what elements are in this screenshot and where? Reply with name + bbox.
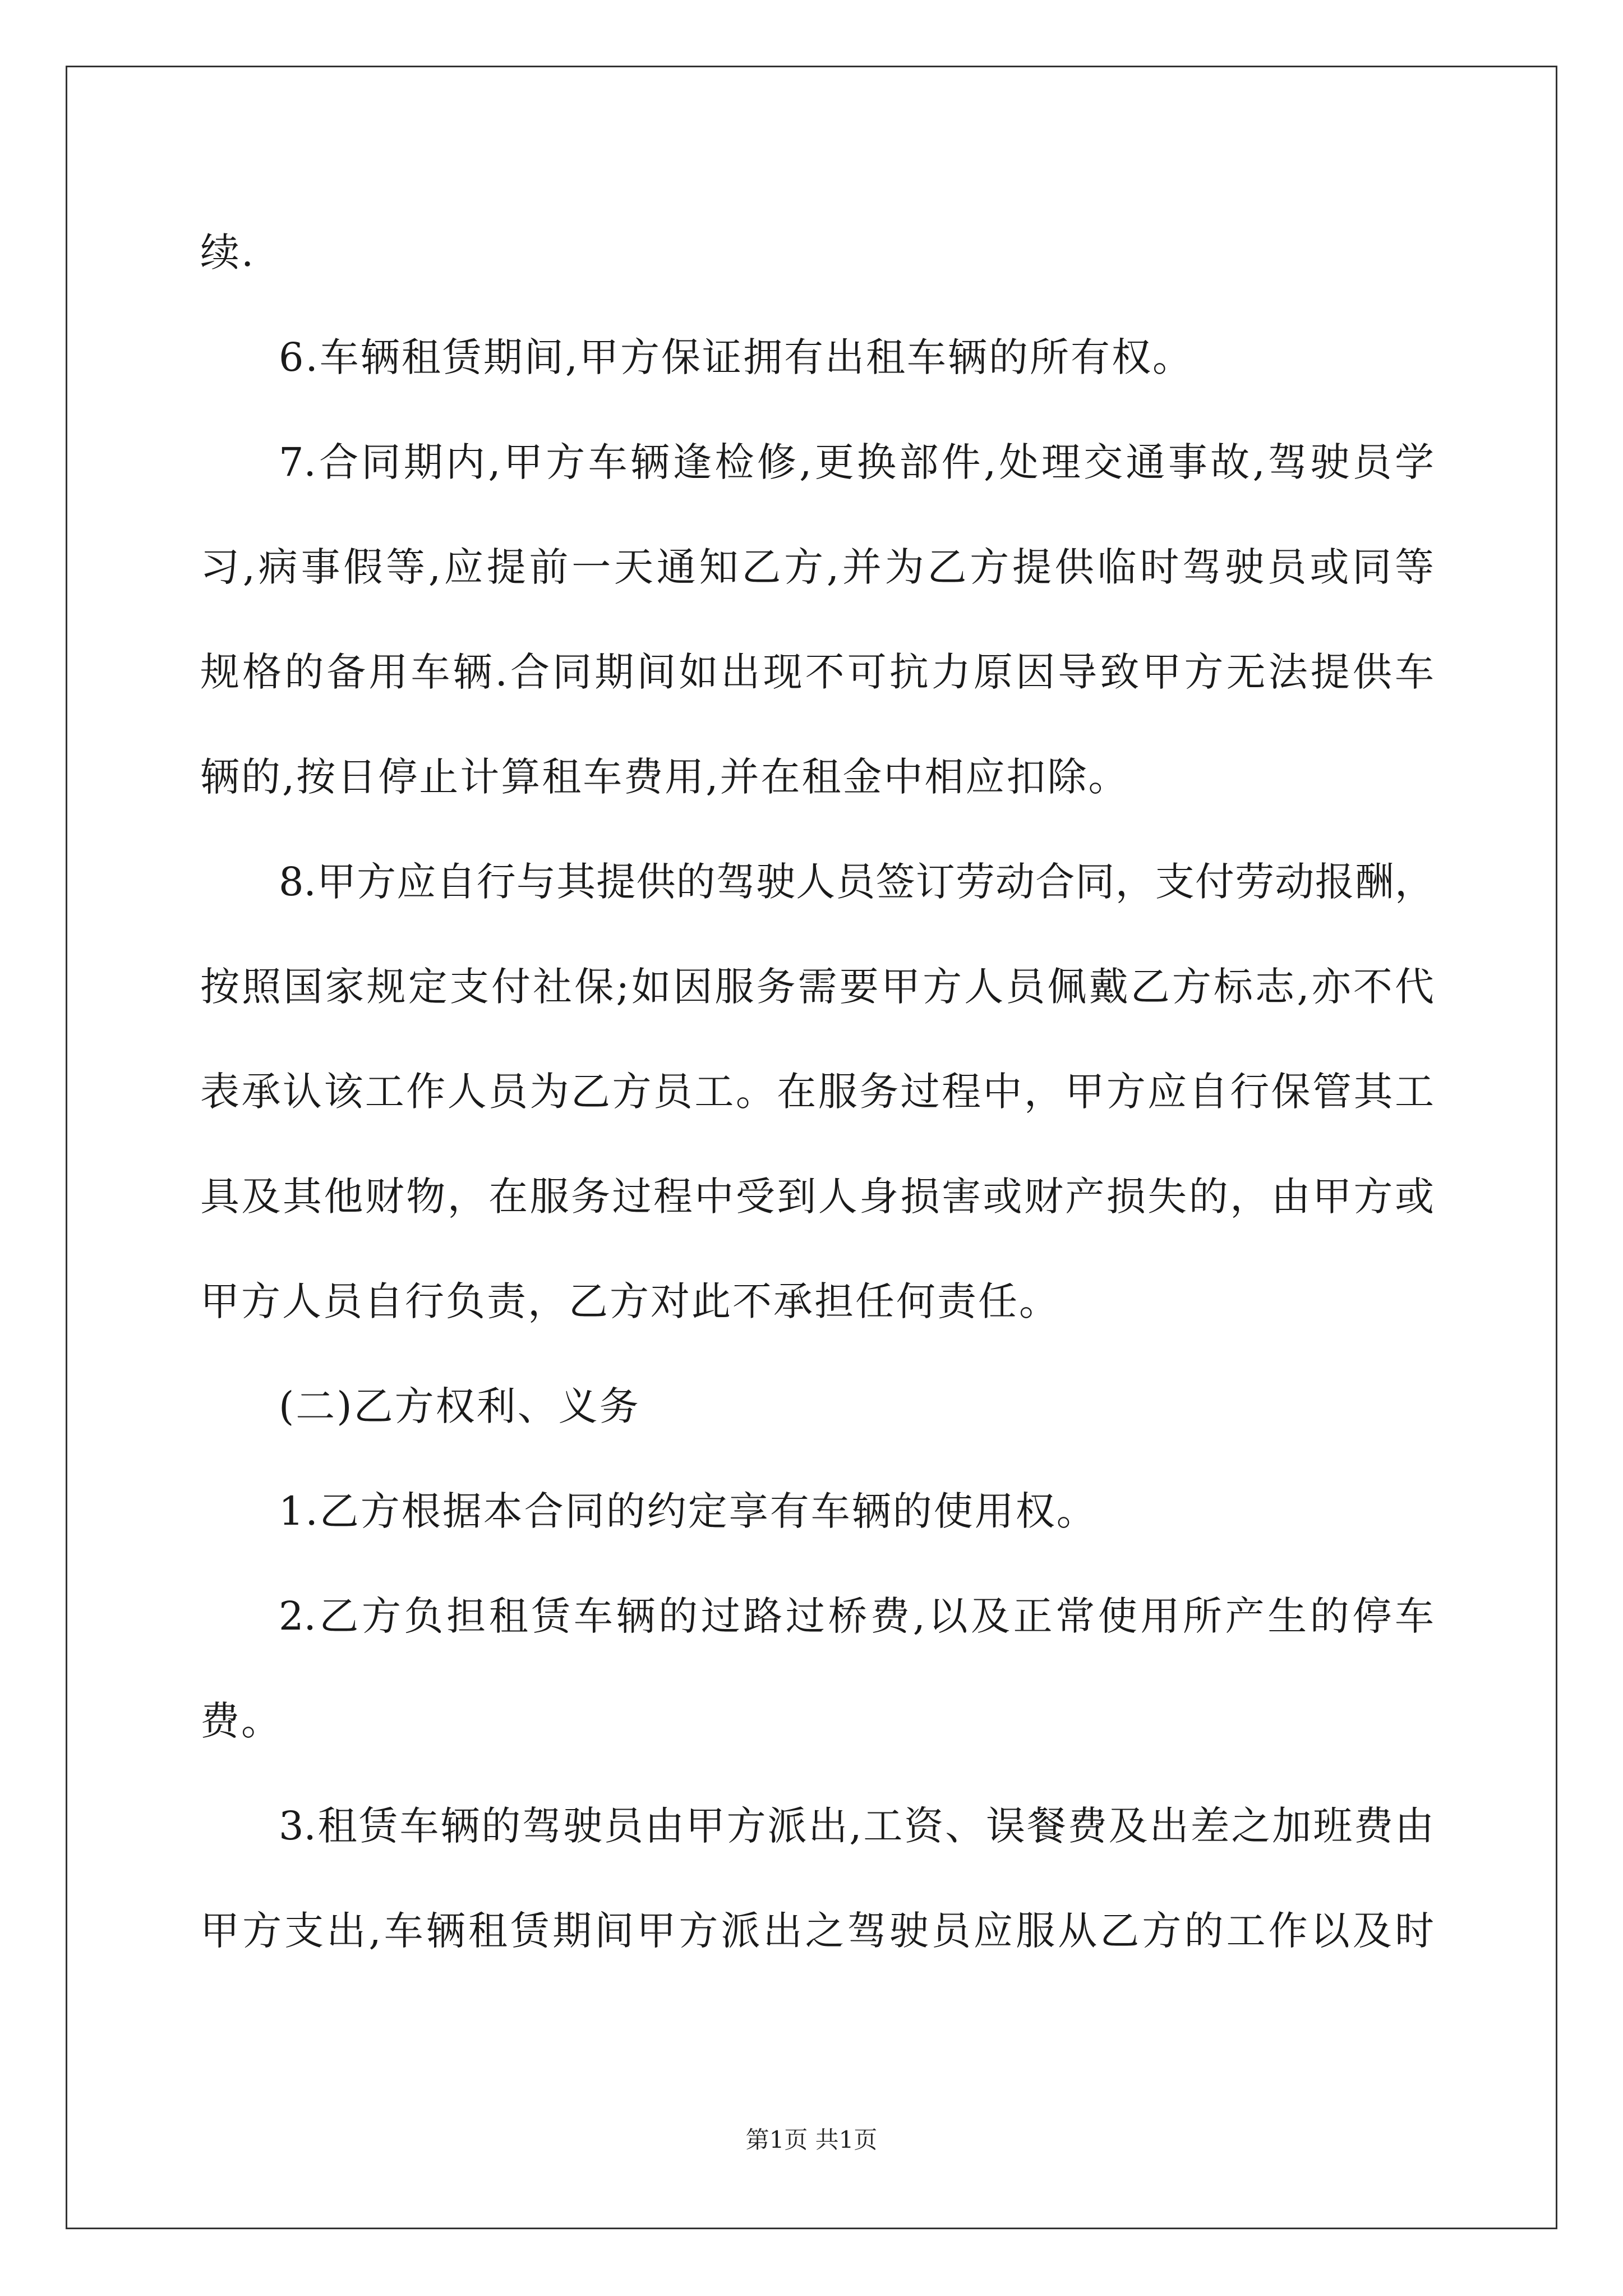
text-line: 6.车辆租赁期间,甲方保证拥有出租车辆的所有权。 (279, 334, 1194, 380)
text-line: 费。 (200, 1698, 282, 1744)
text-line: 具及其他财物，在服务过程中受到人身损害或财产损失的，由甲方或 (200, 1174, 1434, 1220)
text-line: 8.甲方应自行与其提供的驾驶人员签订劳动合同，支付劳动报酬， (279, 859, 1434, 905)
section-heading: (二)乙方权利、义务 (279, 1383, 640, 1429)
text-line: 规格的备用车辆.合同期间如出现不可抗力原因导致甲方无法提供车 (200, 649, 1434, 695)
text-line: 7.合同期内,甲方车辆逢检修,更换部件,处理交通事故,驾驶员学 (279, 439, 1434, 485)
page-number-footer: 第1页 共1页 (745, 2126, 878, 2154)
text-line: 辆的,按日停止计算租车费用,并在租金中相应扣除。 (200, 754, 1129, 800)
text-line: 甲方支出,车辆租赁期间甲方派出之驾驶员应服从乙方的工作以及时 (200, 1908, 1434, 1954)
text-line: 2.乙方负担租赁车辆的过路过桥费,以及正常使用所产生的停车 (279, 1593, 1434, 1639)
text-line: 甲方人员自行负责，乙方对此不承担任何责任。 (200, 1278, 1060, 1324)
text-line: 续. (200, 229, 256, 275)
text-line: 表承认该工作人员为乙方员工。在服务过程中，甲方应自行保管其工 (200, 1069, 1434, 1115)
text-line: 1.乙方根据本合同的约定享有车辆的使用权。 (279, 1488, 1098, 1534)
text-line: 3.租赁车辆的驾驶员由甲方派出,工资、误餐费及出差之加班费由 (279, 1803, 1434, 1849)
text-line: 习,病事假等,应提前一天通知乙方,并为乙方提供临时驾驶员或同等 (200, 544, 1434, 590)
text-line: 按照国家规定支付社保;如因服务需要甲方人员佩戴乙方标志,亦不代 (200, 964, 1434, 1010)
